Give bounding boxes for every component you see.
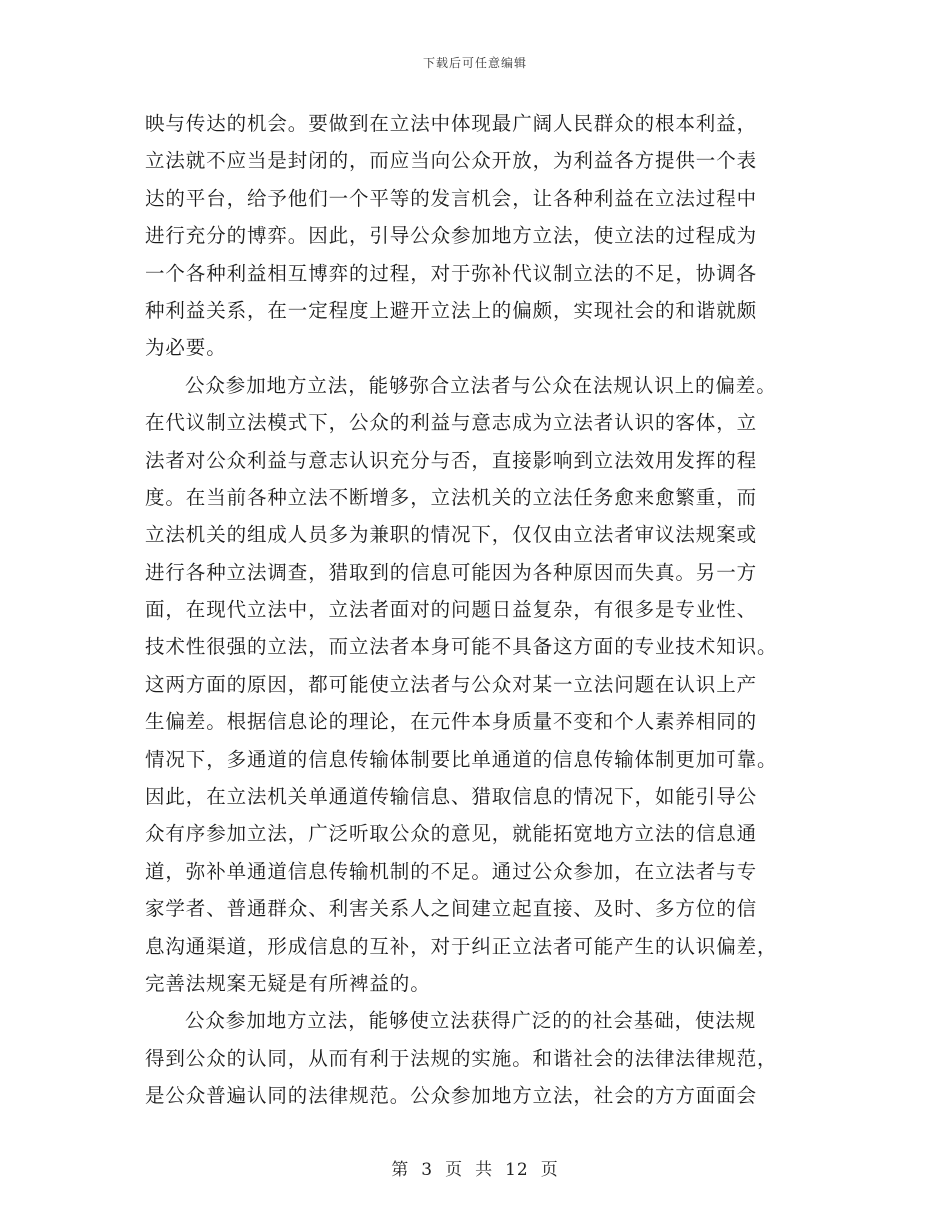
page-footer (0, 1155, 950, 1180)
text-line: 立法机关的组成人员多为兼职的情况下，仅仅由立法者审议法规案或 (145, 523, 758, 547)
text-line: 法者对公众利益与意志认识充分与否，直接影响到立法效用发挥的程 (145, 448, 758, 472)
page-header: 下载后可任意编辑 (422, 56, 527, 70)
text-line: 度。在当前各种立法不断增多，立法机关的立法任务愈来愈繁重，而 (145, 485, 758, 509)
text-line: 这两方面的原因，都可能使立法者与公众对某一立法问题在认识上产 (145, 672, 758, 696)
document-body (145, 105, 817, 1115)
text-line: 是公众普遍认同的法律规范。公众参加地方立法，社会的方方面面会 (145, 1084, 758, 1108)
text-line: 众有序参加立法，广泛听取公众的意见，就能拓宽地方立法的信息通 (145, 822, 758, 846)
text-line: 映与传达的机会。要做到在立法中体现最广阔人民群众的根本利益， (145, 112, 758, 135)
text-line: 完善法规案无疑是有所裨益的。 (145, 971, 431, 995)
footer-label-of: 页 (445, 1160, 464, 1180)
text-line: 进行充分的博弈。因此，引导公众参加地方立法，使立法的过程成为 (145, 224, 758, 248)
footer-total-pages: 12 (505, 1160, 529, 1180)
text-line: 在代议制立法模式下，公众的利益与意志成为立法者认识的客体，立 (145, 411, 758, 435)
text-line: 进行各种立法调查，猎取到的信息可能因为各种原因而失真。另一方 (145, 560, 758, 584)
text-line: 立法就不应当是封闭的，而应当向公众开放，为利益各方提供一个表 (145, 149, 758, 173)
footer-label-page: 第 (391, 1160, 410, 1180)
footer-label-end: 页 (540, 1160, 559, 1180)
footer-label-total: 共 (475, 1160, 494, 1180)
paragraph-first-line: 公众参加地方立法，能够使立法获得广泛的的社会基础，使法规 (185, 1009, 757, 1033)
text-line: 情况下，多通道的信息传输体制要比单通道的信息传输体制更加可靠。 (145, 747, 778, 771)
text-line: 道，弥补单通道信息传输机制的不足。通过公众参加，在立法者与专 (145, 859, 758, 883)
text-line: 得到公众的认同，从而有利于法规的实施。和谐社会的法律法律规范， (145, 1046, 778, 1070)
text-line: 息沟通渠道，形成信息的互补，对于纠正立法者可能产生的认识偏差， (145, 934, 778, 958)
text-line: 一个各种利益相互博弈的过程，对于弥补代议制立法的不足，协调各 (145, 261, 758, 285)
text-line: 种利益关系，在一定程度上避开立法上的偏颇，实现社会的和谐就颇 (145, 298, 758, 322)
text-line: 达的平台，给予他们一个平等的发言机会，让各种利益在立法过程中 (145, 186, 758, 210)
footer-current-page: 3 (421, 1160, 434, 1180)
text-line: 为必要。 (145, 336, 227, 360)
text-line: 面，在现代立法中，立法者面对的问题日益复杂，有很多是专业性、 (145, 598, 758, 622)
text-line: 因此，在立法机关单通道传输信息、猎取信息的情况下，如能引导公 (145, 785, 758, 809)
paragraph-first-line: 公众参加地方立法，能够弥合立法者与公众在法规认识上的偏差。 (185, 373, 777, 397)
text-line: 技术性很强的立法，而立法者本身可能不具备这方面的专业技术知识。 (145, 635, 778, 659)
text-line: 家学者、普通群众、利害关系人之间建立起直接、及时、多方位的信 (145, 897, 758, 921)
text-line: 生偏差。根据信息论的理论，在元件本身质量不变和个人素养相同的 (145, 710, 758, 734)
